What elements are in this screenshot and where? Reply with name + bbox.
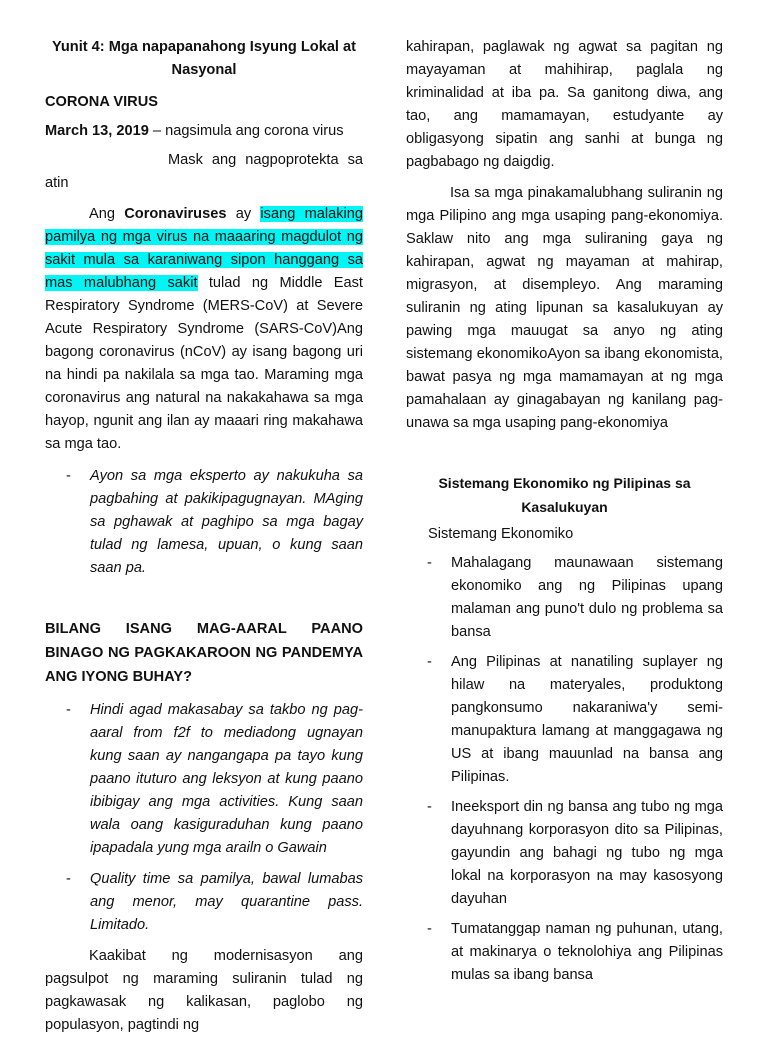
dash-marker: - [427,555,432,571]
list-item [45,699,363,860]
list-item-text: Hindi agad makasabay sa takbo ng pag-aaral from f2f to mediadong ugnayan kung saan ay nangangapa pa tayo kung paano ituturo ang leksyon at kung paano ibibigay ang mga activities. Kung saan wala oang kasiguraduhan kung paano ipapadala yung mga arailn o Gawain [90,702,363,856]
left-column [45,36,363,1037]
dash-marker: - [66,871,71,887]
coronavirus-paragraph [45,203,363,456]
list-item-text: Ang Pilipinas at nanatiling suplayer ng hilaw na materyales, produktong pangkonsumo nakaraniwa'y semi-manupaktura lamang at manggagawa ng US at ibang mauunlad na bansa ang Pilipinas. [451,654,723,785]
economy-list [406,552,723,987]
dash-marker: - [66,702,71,718]
unit-title: Yunit 4: Mga napapanahong Isyung Lokal at Nasyonal [51,39,357,78]
list-item-text: Ineeksport din ng bansa ang tubo ng mga dayuhnang korporasyon dito sa Pilipinas, gayundin ang bahagi ng tubo ng mga lokal na korporasyon na may kasosyong dayuhan [451,799,723,907]
mask-line: Mask ang nagpoprotekta sa atin [45,152,363,191]
list-item-text: Ayon sa mga eksperto ay nakukuha sa pagbahing at pakikipagugnayan. MAging sa pghawak at paghipo sa mga bagay tulad ng lamesa, upuan, o kung saan saan pa. [90,468,363,576]
dash-marker: - [427,654,432,670]
list-item-text: Tumatanggap naman ng puhunan, utang, at makinarya o teknolohiya ang Pilipinas mulas sa ibang bansa [451,921,723,983]
para1-highlight: isang malaking pamilya ng mga virus na maaaring magdulot ng sakit mula sa karaniwang sipon hanggang sa mas malubhang sakit [45,206,363,291]
dash-marker: - [427,921,432,937]
date-line [45,120,363,143]
dash-marker: - [66,468,71,484]
spread-list [45,465,363,580]
list-item [406,552,723,644]
economy-subheading: Sistemang Ekonomiko [428,526,574,542]
date-bold: March 13, 2019 [45,123,149,139]
date-rest: – nagsimula ang corona virus [148,123,344,139]
list-item-text: Mahalagang maunawaan sistemang ekonomiko ang ng Pilipinas upang malaman ang puno't dulo ng problema sa bansa [451,555,723,640]
right-column [406,36,723,987]
para1-mid: ay [226,206,261,222]
list-item [45,868,363,937]
pandemic-effects-list [45,699,363,937]
list-item-text: Quality time sa pamilya, bawal lumabas ang menor, may quarantine pass. Limitado. [90,871,363,933]
section-title: CORONA VIRUS [45,94,158,110]
economy-heading: Sistemang Ekonomiko ng Pilipinas sa Kasalukuyan [438,475,691,515]
para1-start: Ang [89,206,125,222]
question-heading: BILANG ISANG MAG-AARAL PAANO BINAGO NG PAGKAKAROON NG PANDEMYA ANG IYONG BUHAY? [45,621,363,685]
list-item [406,796,723,911]
economy-paragraph: Isa sa mga pinakamalubhang suliranin ng mga Pilipino ang mga usaping pang-ekonomiya. Saklaw nito ang mga suliraning gaya ng kahirapan, agwat ng mayaman at mahirap, migrasyon, at disempleyo. Ang maraming suliranin ng ating lipunan sa kasalukuyan ay pawing mga mauugat sa anyo ng ating sistemang ekonomikoAyon sa ibang ekonomista, bawat pasya ng mga mamamayan at ng mga pamahalaan ay ginagabayan ng kanilang pag-unawa sa mga usaping pang-ekonomiya [406,185,723,431]
list-item [45,465,363,580]
para1-term: Coronaviruses [124,206,227,222]
list-item [406,651,723,789]
modernization-paragraph-continued: kahirapan, paglawak ng agwat sa pagitan ng mayayaman at mahihirap, paglala ng kriminalidad at iba pa. Sa ganitong diwa, ang tao, ang mamamayan, estudyante ay obligasyong sipatin ang sanhi at bunga ng pagbabago ng daigdig. [406,39,723,170]
modernization-paragraph: Kaakibat ng modernisasyon ang pagsulpot ng maraming suliranin tulad ng pagkawasak ng kalikasan, paglobo ng populasyon, pagtindi ng [45,948,363,1033]
para1-end: tulad ng Middle East Respiratory Syndrome (MERS-CoV) at Severe Acute Respiratory Syndrome (SARS-CoV)Ang bagong coronavirus (nCoV) ay isang bagong uri na hindi pa nakilala sa mga tao. Maraming mga coronavirus ang natural na nakakahawa sa mga hayop, ngunit ang ilan ay maaari ring makahawa sa mga tao. [45,275,363,452]
list-item [406,918,723,987]
dash-marker: - [427,799,432,815]
